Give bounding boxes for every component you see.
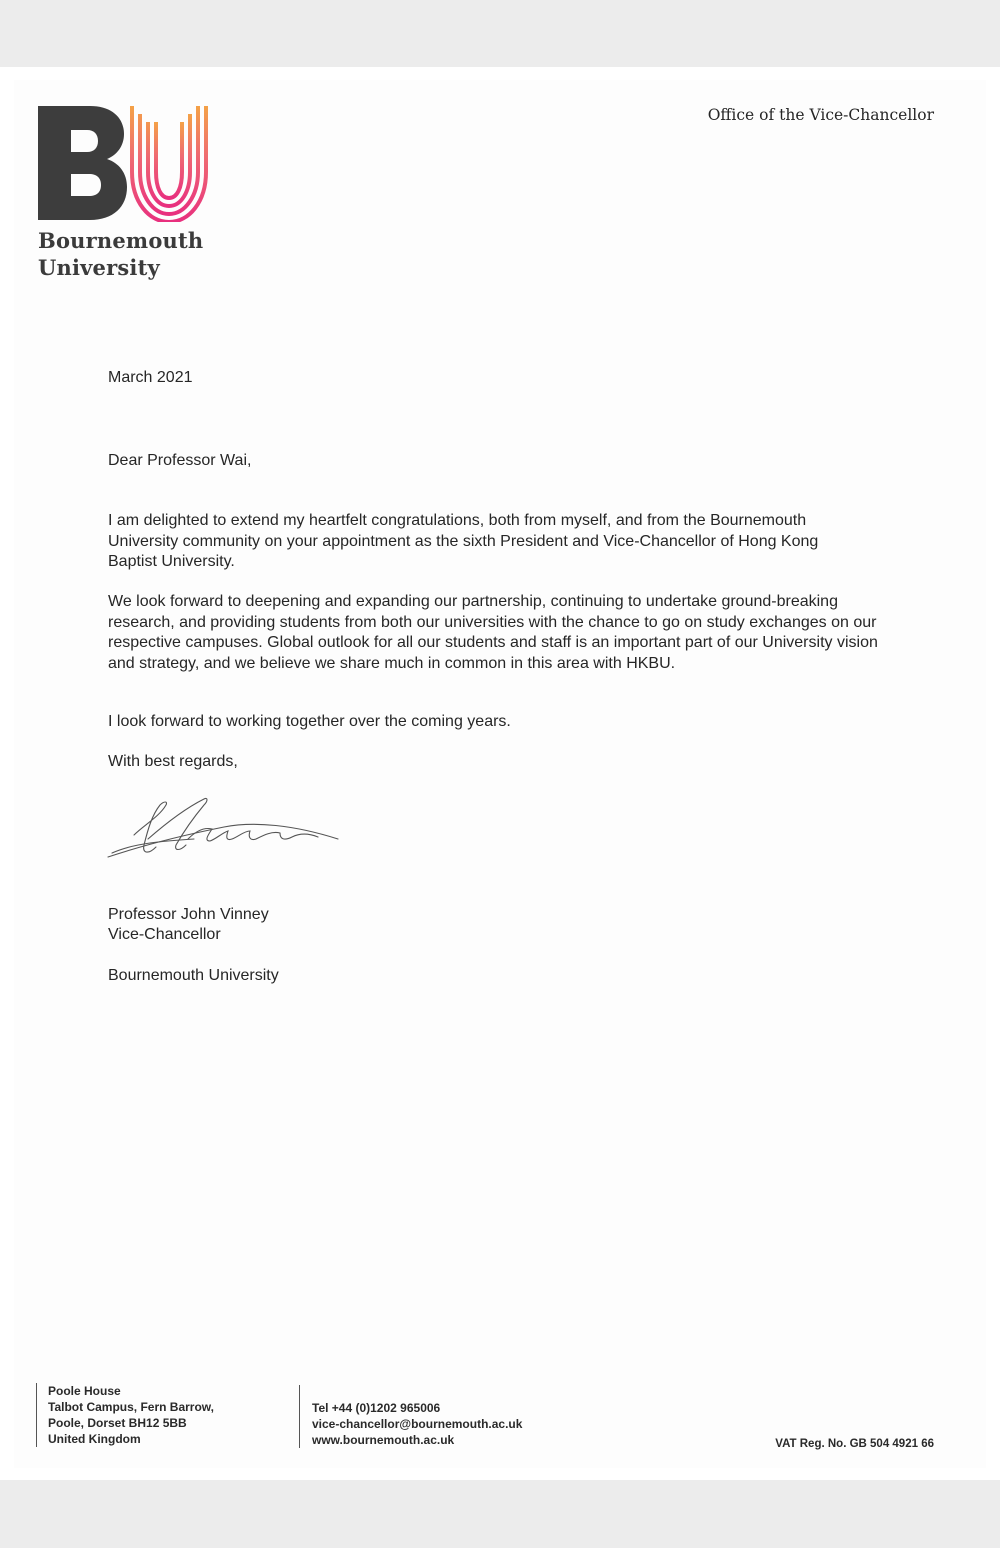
address-line: Talbot Campus, Fern Barrow, — [48, 1400, 215, 1414]
signer-name: Professor John Vinney — [108, 906, 269, 923]
office-title: Office of the Vice-Chancellor — [707, 106, 934, 124]
handwritten-signature — [104, 795, 344, 865]
footer-email[interactable]: vice-chancellor@bournemouth.ac.uk — [312, 1417, 523, 1431]
signer-title: Vice-Chancellor — [108, 926, 221, 943]
wordmark-line-2: University — [38, 255, 160, 280]
footer-phone: Tel +44 (0)1202 965006 — [312, 1401, 441, 1415]
address-line: United Kingdom — [48, 1432, 141, 1446]
footer-contact — [299, 1385, 522, 1448]
letter-paragraph-2: We look forward to deepening and expanding our partnership, continuing to undertake ground-breaking research, and providing students from both our universities with the chance to go on study exchanges on our respective campuses. Global outlook for all our students and staff is an important part of our University vision and strategy, and we believe we share much in common in this area with HKBU. — [108, 593, 878, 672]
address-line: Poole House — [48, 1384, 121, 1398]
letter-closing: With best regards, — [108, 753, 238, 770]
footer-address — [36, 1383, 214, 1447]
letter-page — [0, 67, 1000, 1480]
footer-vat-number: VAT Reg. No. GB 504 4921 66 — [775, 1438, 934, 1450]
letter-date: March 2021 — [108, 369, 193, 386]
letter-sheet — [14, 80, 986, 1468]
letter-paragraph-1: I am delighted to extend my heartfelt congratulations, both from myself, and from the Bournemouth University community on your appointment as the sixth President and Vice-Chancellor of Hong Kong Baptist University. — [108, 512, 819, 570]
bu-logo-mark — [38, 106, 208, 222]
footer-website[interactable]: www.bournemouth.ac.uk — [312, 1433, 455, 1447]
letter-salutation: Dear Professor Wai, — [108, 452, 252, 469]
signer-organization: Bournemouth University — [108, 967, 279, 984]
university-wordmark — [38, 227, 203, 281]
wordmark-line-1: Bournemouth — [38, 228, 204, 253]
letter-paragraph-3: I look forward to working together over the coming years. — [108, 713, 511, 730]
address-line: Poole, Dorset BH12 5BB — [48, 1416, 187, 1430]
